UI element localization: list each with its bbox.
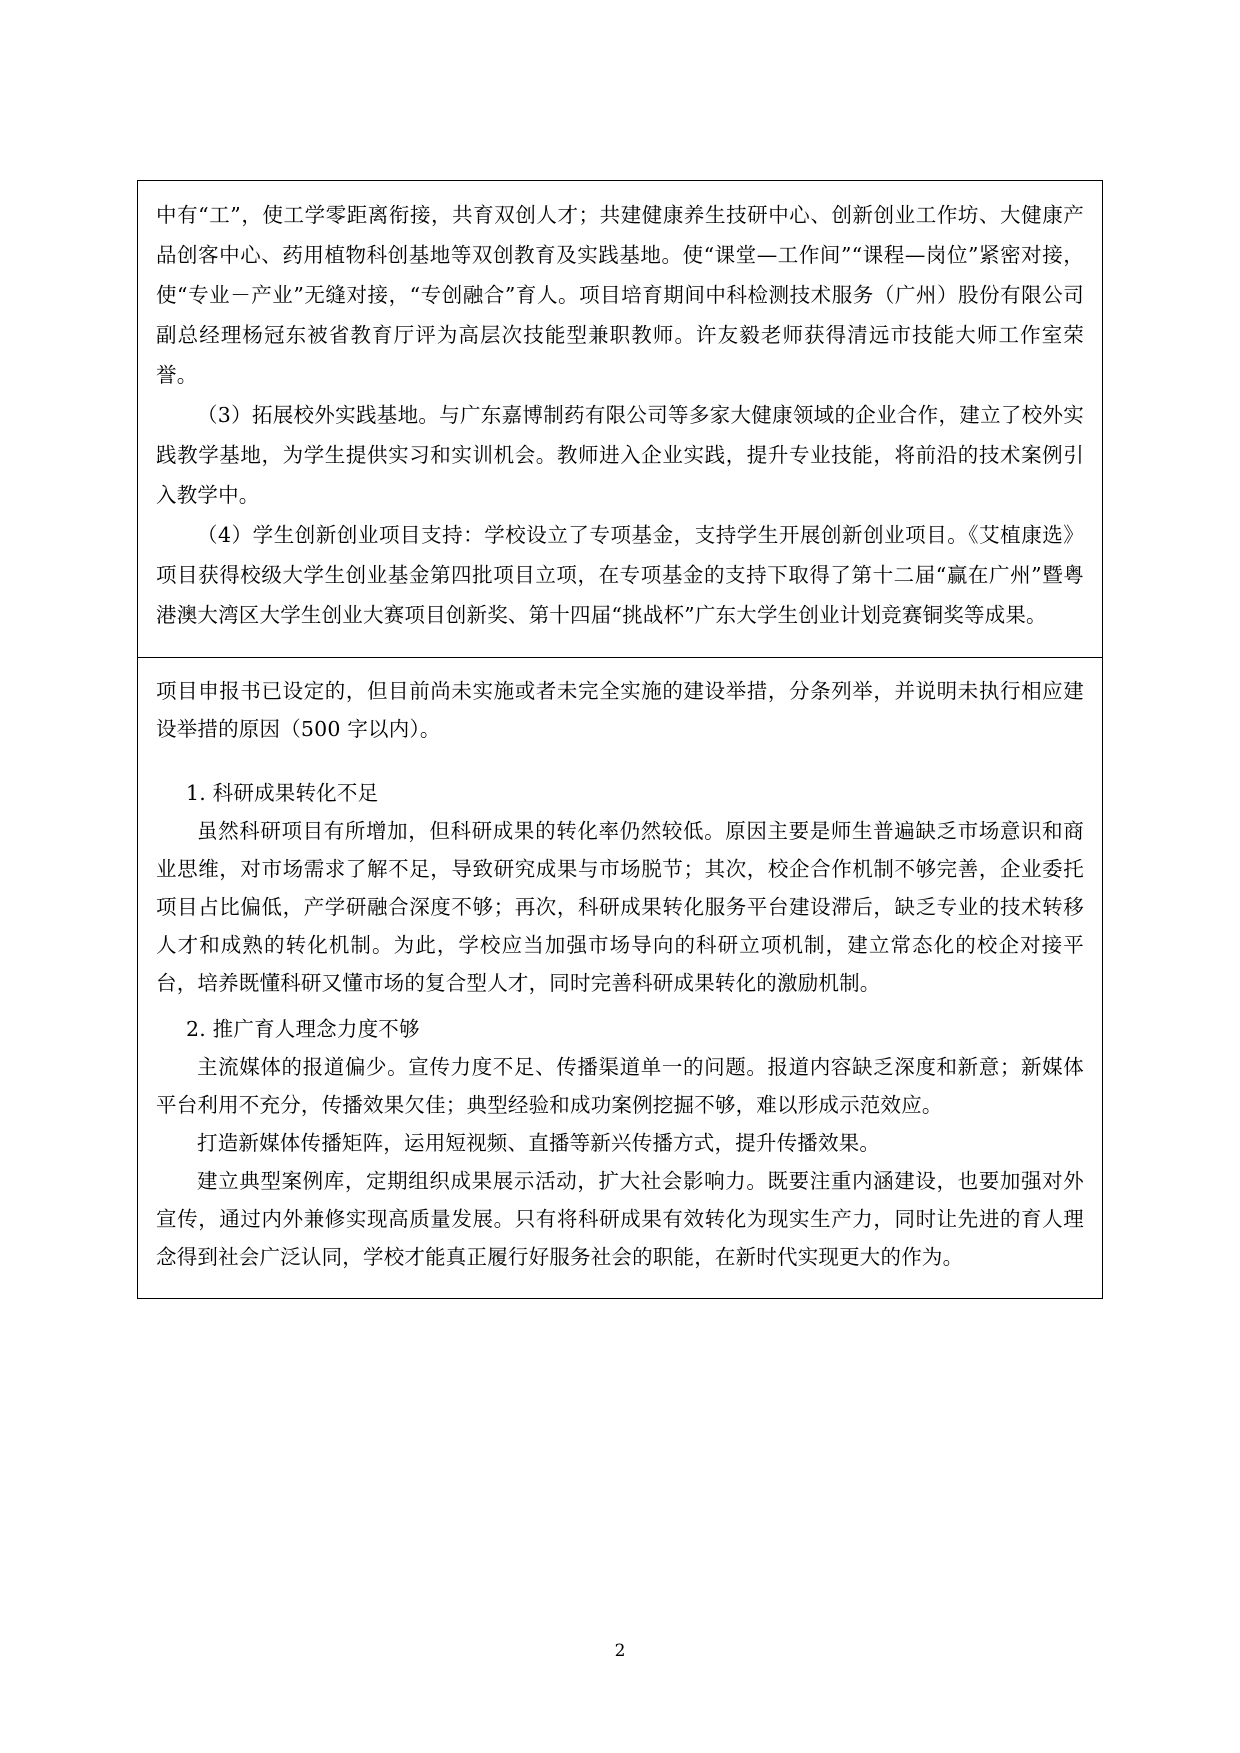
item-body-2-2: 打造新媒体传播矩阵，运用短视频、直播等新兴传播方式，提升传播效果。: [197, 1131, 881, 1155]
item-body-1-1: 虽然科研项目有所增加，但科研成果的转化率仍然较低。原因主要是师生普遍缺乏市场意识和商业思维，对市场需求了解不足，导致研究成果与市场脱节；其次，校企合作机制不够完善，企业委托项目占比偏低，产学研融合深度不够；再次，科研成果转化服务平台建设滞后，缺乏专业的技术转移人才和成熟的转化机制。为此，学校应当加强市场导向的科研立项机制，建立常态化的校企对接平台，培养既懂科研又懂市场的复合型人才，同时完善科研成果转化的激励机制。: [156, 819, 1084, 995]
table-row: [138, 658, 1103, 1299]
continued-content-cell: [138, 181, 1103, 658]
item-heading-2: 2. 推广育人理念力度不够: [186, 1017, 420, 1041]
page-number: 2: [614, 1641, 626, 1661]
paragraph-continued-1: 中有“工”，使工学零距离衔接，共育双创人才；共建健康养生技研中心、创新创业工作坊、大健康产品创客中心、药用植物科创基地等双创教育及实践基地。使“课堂—工作间”“课程—岗位”紧密对接，使“专业－产业”无缝对接，“专创融合”育人。项目培育期间中科检测技术服务（广州）股份有限公司副总经理杨冠东被省教育厅评为高层次技能型兼职教师。许友毅老师获得清远市技能大师工作室荣誉。: [156, 203, 1084, 387]
report-table: [137, 180, 1103, 1299]
item-body-2-3: 建立典型案例库，定期组织成果展示活动，扩大社会影响力。既要注重内涵建设，也要加强对外宣传，通过内外兼修实现高质量发展。只有将科研成果有效转化为现实生产力，同时让先进的育人理念得到社会广泛认同，学校才能真正履行好服务社会的职能，在新时代实现更大的作为。: [156, 1169, 1084, 1269]
unimplemented-measures-cell: [138, 658, 1103, 1299]
item-heading-1: 1. 科研成果转化不足: [186, 781, 379, 805]
table-row: [138, 181, 1103, 658]
item-body-2-1: 主流媒体的报道偏少。宣传力度不足、传播渠道单一的问题。报道内容缺乏深度和新意；新媒体平台利用不充分，传播效果欠佳；典型经验和成功案例挖掘不够，难以形成示范效应。: [156, 1055, 1084, 1117]
paragraph-item-3: （3）拓展校外实践基地。与广东嘉博制药有限公司等多家大健康领域的企业合作，建立了校外实践教学基地，为学生提供实习和实训机会。教师进入企业实践，提升专业技能，将前沿的技术案例引入教学中。: [156, 403, 1084, 507]
prompt-text: 项目申报书已设定的，但目前尚未实施或者未完全实施的建设举措，分条列举，并说明未执行相应建设举措的原因（500 字以内）。: [156, 679, 1084, 741]
spacer: [156, 748, 1084, 774]
paragraph-item-4: （4）学生创新创业项目支持：学校设立了专项基金，支持学生开展创新创业项目。《艾植康选》项目获得校级大学生创业基金第四批项目立项，在专项基金的支持下取得了第十二届“赢在广州”暨粤港澳大湾区大学生创业大赛项目创新奖、第十四届“挑战杯”广东大学生创业计划竞赛铜奖等成果。: [156, 523, 1084, 627]
spacer: [156, 1002, 1084, 1010]
